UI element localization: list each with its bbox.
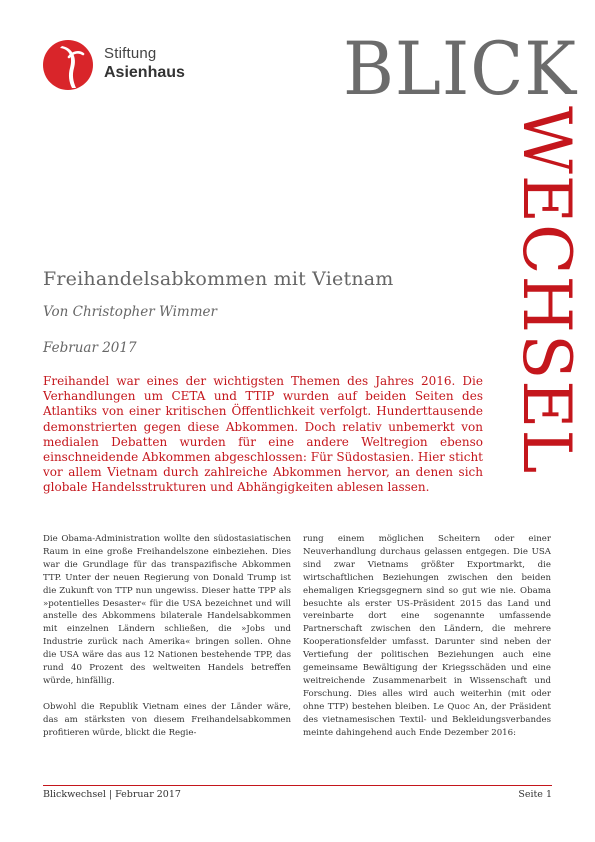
series-title-blick: BLICK: [343, 27, 578, 112]
series-title-wechsel-text: WECHSEL: [508, 106, 585, 475]
footer-publication: Blickwechsel | Februar 2017: [43, 789, 181, 800]
body-column-left: [43, 533, 291, 752]
article-title: Freihandelsabkommen mit Vietnam: [43, 268, 394, 290]
footer-page-number: Seite 1: [518, 789, 552, 800]
series-title-wechsel: [508, 106, 585, 475]
footer-divider: [43, 785, 552, 786]
abstract: [43, 374, 483, 496]
logo-line2: Asienhaus: [104, 64, 185, 81]
paragraph: rung einem möglichen Scheitern oder einer Neuverhandlung durchaus gelassen entgegen. Die USA sind zwar Vietnams größter Exportmarkt, die wirtschaftlichen Beziehungen zwischen den beiden ehemaligen Kriegsgegnern sind so gut wie nie. Obama besuchte als erster US-Präsident 2015 das Land und vereinbarte dort eine sogenannte umfassende Partnerschaft zwischen den Ländern, die mehrere Kooperationsfelder umfasst. Darunter sind neben der Vertiefung der politischen Beziehungen auch eine gemeinsame Bewältigung der Kriegsschäden und eine weitreichende Zusammenarbeit in Wissenschaft und Forschung. Dies alles wird auch weiterhin (mit oder ohne TTP) bestehen bleiben. Le Quoc An, der Präsident des vietnamesischen Textil- und Bekleidungsverbandes meinte dahingehend auch Ende Dezember 2016:: [303, 534, 551, 738]
logo: [42, 36, 202, 96]
paragraph: Obwohl die Republik Vietnam eines der Länder wäre, das am stärksten von diesem Freihandelsabkommen profitieren würde, blickt die Regie-: [43, 701, 291, 738]
asienhaus-logo-icon: [42, 39, 94, 91]
abstract-text: Freihandel war eines der wichtigsten Themen des Jahres 2016. Die Verhandlungen um CETA und TTIP wurden auf beiden Seiten des Atlantiks von einer kritischen Öffentlichkeit verfolgt. Hunderttausende demonstrierten gegen diese Abkommen. Doch relativ unbemerkt von medialen Debatten wurden für eine andere Weltregion ebenso einschneidende Abkommen abgeschlossen: Für Südostasien. Hier sticht vor allem Vietnam durch zahlreiche Abkommen hervor, an denen sich globale Handelsstrukturen und Abhängigkeiten ablesen lassen.: [43, 374, 483, 495]
logo-line1: Stiftung: [104, 45, 157, 62]
article-date: Februar 2017: [43, 340, 137, 356]
paragraph: Die Obama-Administration wollte den südostasiatischen Raum in eine große Freihandelszone einbeziehen. Dies war die Grundlage für das transpazifische Abkommen TTP. Unter der neuen Regierung von Donald Trump ist die Zukunft von TTP nun ungewiss. Dieser hatte TPP als »potentielles Desaster« für die USA bezeichnet und will anstelle des Abkommens bilaterale Handelsabkommen mit einzelnen Ländern schließen, die »Jobs und Industrie zurück nach Amerika« bringen sollen. Ohne die USA wäre das aus 12 Nationen bestehende TPP, das rund 40 Prozent des weltweiten Handels betreffen würde, hinfällig.: [43, 534, 291, 686]
article-author: Von Christopher Wimmer: [43, 304, 217, 320]
body-column-right: [303, 533, 551, 752]
